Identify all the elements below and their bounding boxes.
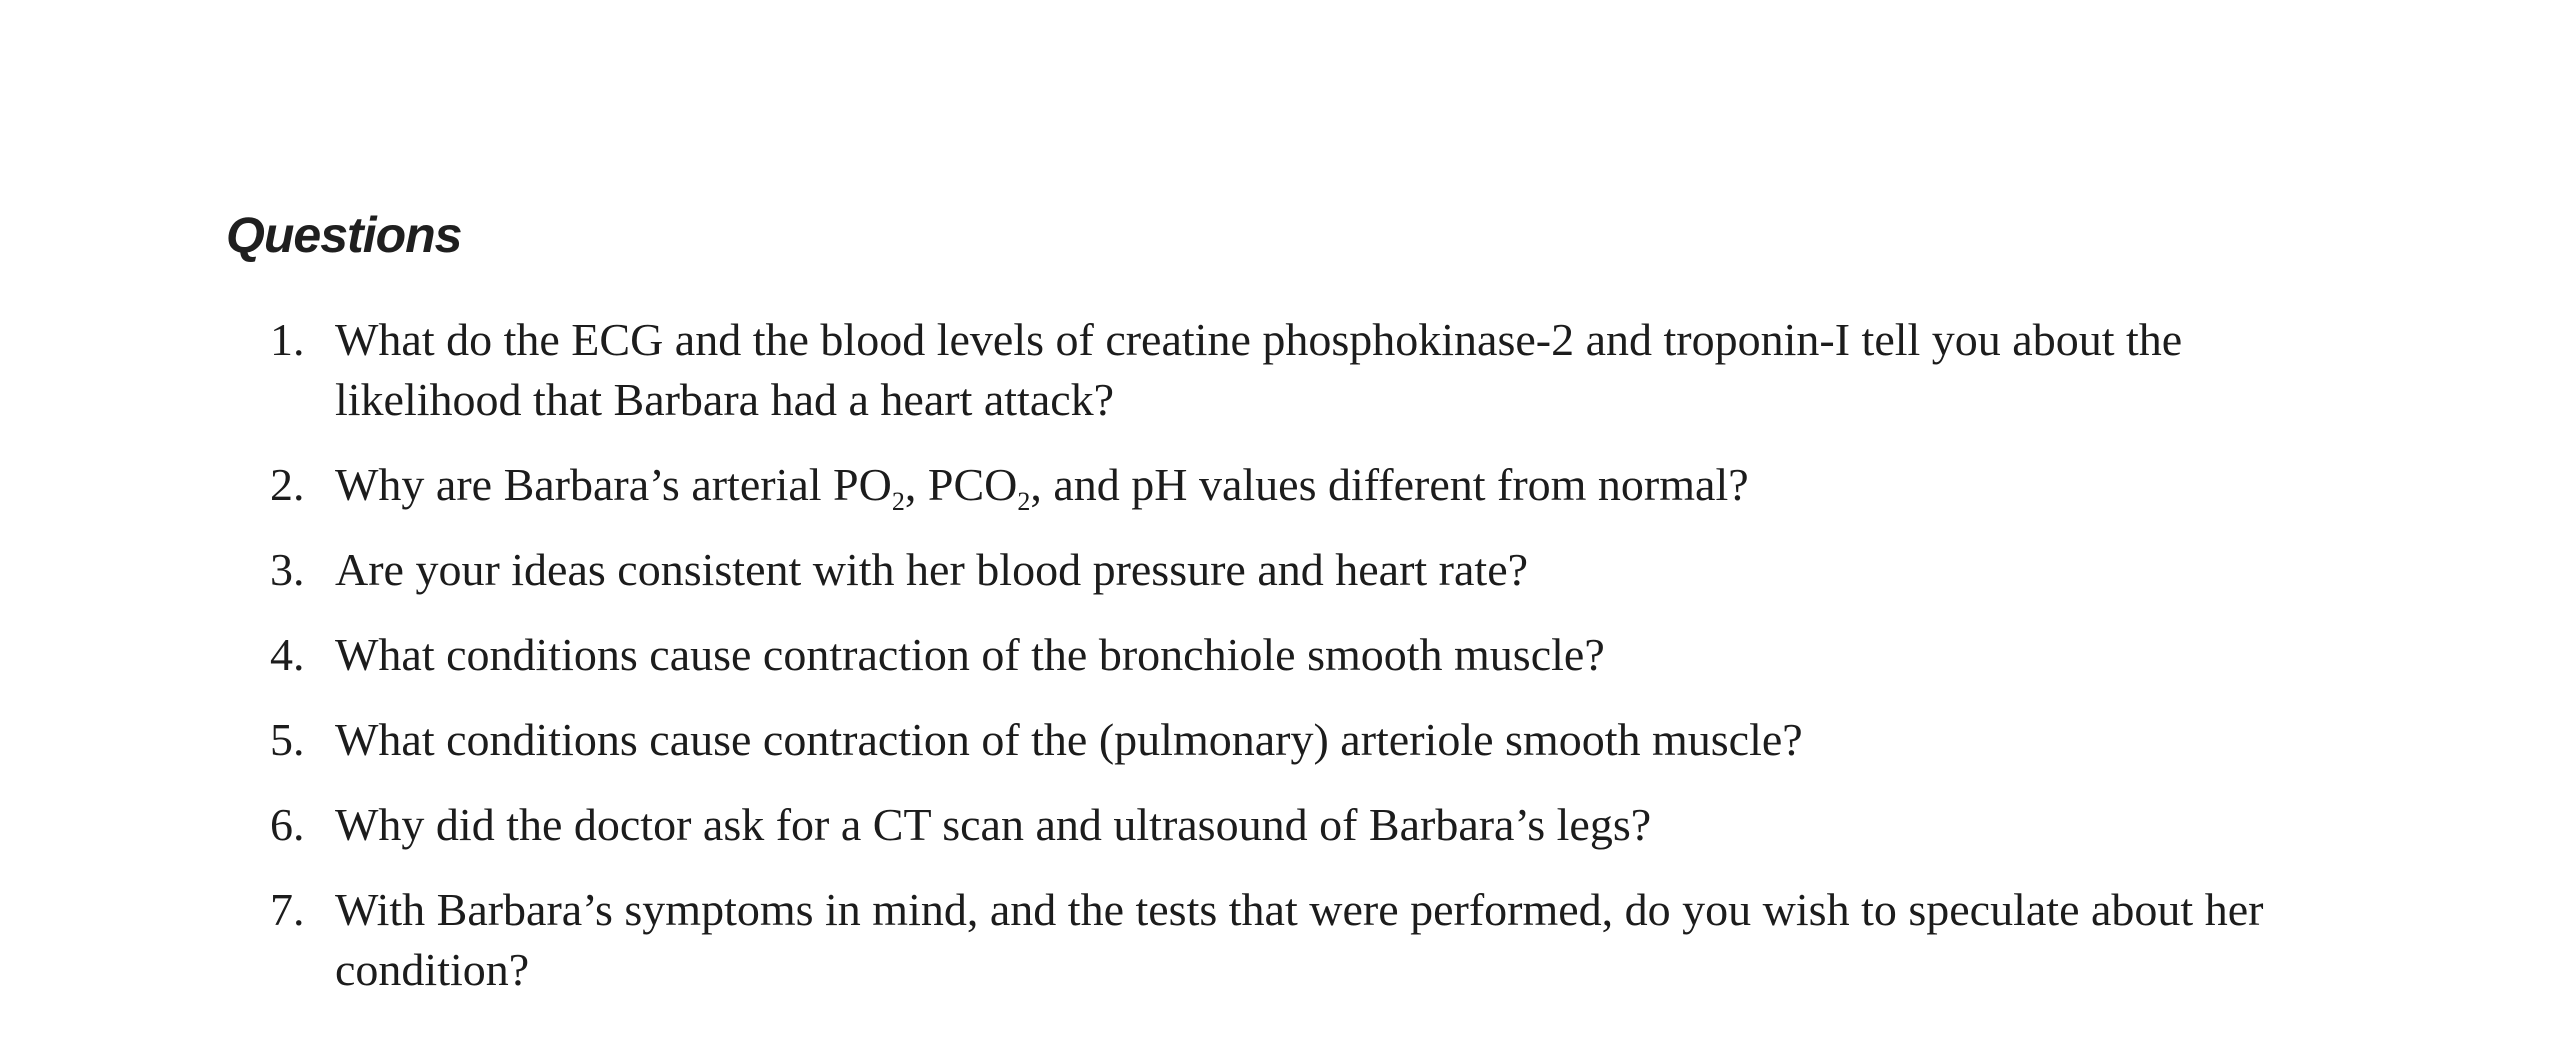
question-number: 3. <box>270 544 305 595</box>
question-text: Are your ideas consistent with her blood pressure and heart rate? <box>335 544 1529 595</box>
question-text-part: , and pH values different from normal? <box>1030 459 1749 510</box>
question-text: What conditions cause contraction of the (pulmonary) arteriole smooth muscle? <box>335 714 1803 765</box>
question-number: 4. <box>270 629 305 680</box>
question-item <box>0 455 2549 515</box>
question-number: 6. <box>270 799 305 850</box>
question-text-part: Why are Barbara’s arterial PO <box>335 459 892 510</box>
question-text: What do the ECG and the blood levels of creatine phosphokinase-2 and troponin-I tell you about the likelihood that Barbara had a heart attack? <box>335 314 2183 425</box>
question-text: What conditions cause contraction of the bronchiole smooth muscle? <box>335 629 1605 680</box>
question-text <box>335 455 2315 515</box>
question-number: 5. <box>270 714 305 765</box>
question-number: 1. <box>270 314 305 365</box>
subscript: 2 <box>891 487 905 516</box>
question-text-part: , PCO <box>904 459 1018 510</box>
question-text: With Barbara’s symptoms in mind, and the tests that were performed, do you wish to speculate about her condition? <box>335 884 2264 995</box>
subscript: 2 <box>1017 487 1031 516</box>
question-list <box>0 310 2549 1025</box>
question-text: Why did the doctor ask for a CT scan and ultrasound of Barbara’s legs? <box>335 799 1652 850</box>
question-number: 2. <box>270 459 305 510</box>
question-item <box>0 710 2549 770</box>
question-item <box>0 795 2549 855</box>
question-number: 7. <box>270 884 305 935</box>
question-item <box>0 625 2549 685</box>
question-item <box>0 880 2549 1000</box>
question-item <box>0 540 2549 600</box>
question-item <box>0 310 2549 430</box>
section-heading: Questions <box>226 207 462 263</box>
